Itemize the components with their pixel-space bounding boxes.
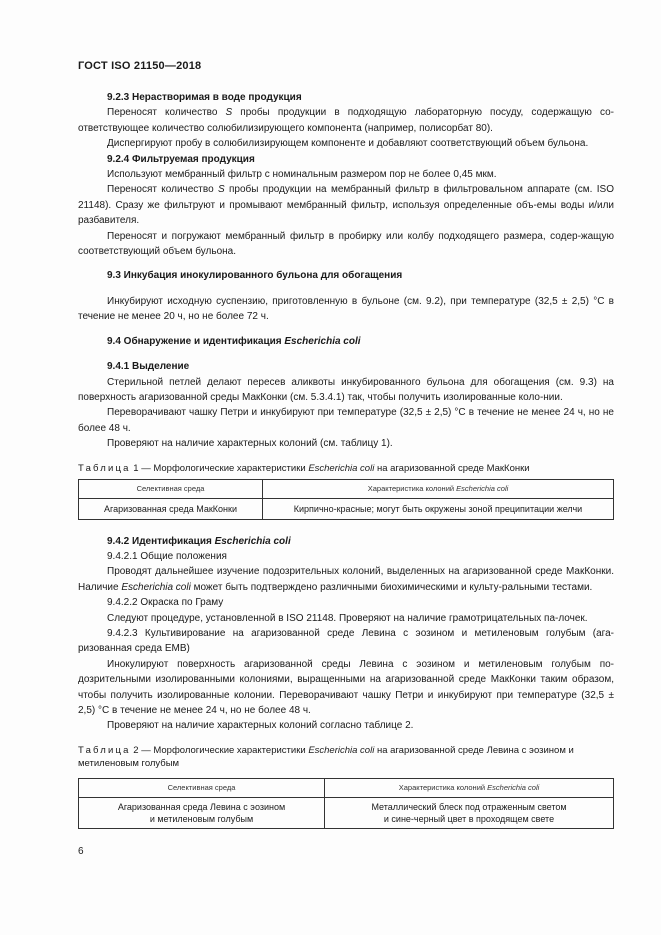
section-title-9-2-3: 9.2.3 Нерастворимая в воде продукция	[107, 92, 302, 103]
page-number: 6	[78, 846, 84, 857]
table-header-cell: Характеристика колоний Escherichia coli	[325, 778, 614, 797]
paragraph: Следуют процедуре, установленной в ISO 21148. Проверяют на наличие грамотрицательных па-лочек.	[107, 612, 588, 624]
paragraph: Проводят дальнейшее изучение подозрительных колоний, выделенных на агаризованной среде МакКонки. Наличие Escherichia coli может быть подтверждено различными биохимическими и культу-ральными тестами.	[78, 566, 614, 593]
table-row	[79, 797, 614, 828]
table-cell: Металлический блеск под отраженным светом и сине-черный цвет в проходящем свете	[325, 797, 614, 828]
document-header: ГОСТ ISO 21150—2018	[78, 60, 202, 72]
table-header-cell: Селективная среда	[79, 479, 263, 498]
table-cell: Агаризованная среда Левина с эозином и метиленовым голубым	[79, 797, 325, 828]
paragraph: Используют мембранный фильтр с номинальным размером пор не более 0,45 мкм.	[107, 169, 497, 181]
paragraph: Инокулируют поверхность агаризованной среды Левина с эозином и метиленовым голубым по-дозрительными изолированными колониями, выращенными на агаризованной среде МакКонки таким образом, чтобы получить изолированные колонии. Переворачивают чашку Петри и инкубируют при температуре (32,5 ± 2,5) °С в течение не менее 24 ч, но не более 48 ч.	[78, 658, 614, 716]
table-1	[78, 479, 614, 520]
table-caption-1: Таблица 1 — Морфологические характеристики Escherichia coli на агаризованной среде МакКонки	[78, 462, 530, 474]
table-2	[78, 778, 614, 829]
paragraph: Диспергируют пробу в солюбилизирующем компоненте и добавляют соответствующий объем бульона.	[107, 138, 589, 150]
paragraph: Переворачивают чашку Петри и инкубируют при температуре (32,5 ± 2,5) °С в течение не менее 24 ч, но не более 48 ч.	[78, 407, 614, 434]
section-title-9-4-2: 9.4.2 Идентификация Escherichia coli	[107, 535, 291, 547]
table-header-cell: Характеристика колоний Escherichia coli	[263, 479, 614, 498]
table-cell: Агаризованная среда МакКонки	[79, 498, 263, 519]
paragraph: Инкубируют исходную суспензию, приготовленную в бульоне (см. 9.2), при температуре (32,5 ± 2,5) °С в течение не менее 20 ч, но не более 72 ч.	[78, 295, 614, 323]
paragraph: Стерильной петлей делают пересев аликвоты инкубированного бульона для обогащения (см. 9.3) на поверхность агаризованной среды МакКонки (см. 5.3.4.1) так, чтобы получить изолированные коло-нии.	[78, 376, 614, 403]
paragraph: Проверяют на наличие характерных колоний согласно таблице 2.	[107, 720, 414, 732]
paragraph: Переносят и погружают мембранный фильтр в пробирку или колбу подходящего размера, содер-жащую соответствующий объем бульона.	[78, 230, 614, 258]
table-header-row	[79, 778, 614, 797]
table-row	[79, 498, 614, 519]
table-header-cell: Селективная среда	[79, 778, 325, 797]
section-title-9-2-4: 9.2.4 Фильтруемая продукция	[107, 153, 255, 165]
section-title-9-4: 9.4 Обнаружение и идентификация Escherichia coli	[107, 335, 361, 347]
section-title-9-4-1: 9.4.1 Выделение	[107, 361, 190, 373]
table-header-row	[79, 479, 614, 498]
paragraph: Переносят количество S пробы продукции в подходящую лабораторную посуду, содержащую со-ответствующее количество солюбилизирующего компонента (например, полисорбат 80).	[78, 107, 615, 134]
subsection-title: 9.4.2.2 Окраска по Граму	[107, 597, 224, 609]
subsection-title: 9.4.2.1 Общие положения	[107, 550, 227, 562]
table-caption-2: Таблица 2 — Морфологические характеристики Escherichia coli на агаризованной среде Левина с эозином и метиленовым голубым	[78, 744, 574, 769]
section-title-9-3: 9.3 Инкубация инокулированного бульона для обогащения	[107, 270, 403, 282]
subsection-title: 9.4.2.3 Культивирование на агаризованной среде Левина с эозином и метиленовым голубым (ага-ризованная среда EMB)	[78, 627, 614, 655]
paragraph: Проверяют на наличие характерных колоний (см. таблицу 1).	[107, 438, 393, 450]
document-body	[78, 90, 614, 829]
table-cell: Кирпично-красные; могут быть окружены зоной преципитации желчи	[263, 498, 614, 519]
paragraph: Переносят количество S пробы продукции на мембранный фильтр в фильтровальном аппарате (см. ISO 21148). Сразу же фильтруют и промывают мембранный фильтр, используя определенные объ-емы воды и/или разбавителя.	[78, 184, 614, 227]
